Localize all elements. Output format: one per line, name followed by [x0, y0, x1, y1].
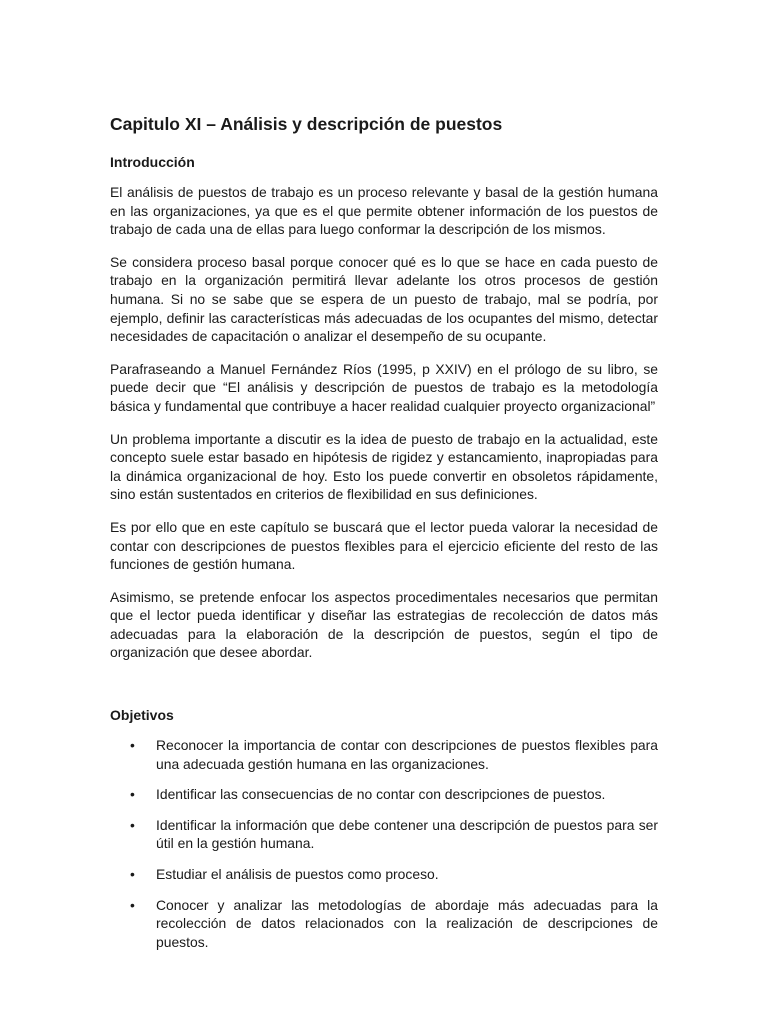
list-item-text: Estudiar el análisis de puestos como proceso.	[156, 866, 439, 883]
list-item	[110, 865, 658, 884]
bullet-icon: •	[130, 816, 135, 833]
bullet-icon: •	[130, 866, 135, 883]
paragraph: El análisis de puestos de trabajo es un proceso relevante y basal de la gestión humana en las organizaciones, ya que es el que permite obtener información de los puestos de trabajo de cada una de ellas para luego conformar la descripción de los mismos.	[110, 184, 658, 238]
paragraph: Asimismo, se pretende enfocar los aspectos procedimentales necesarios que permitan que el lector pueda identificar y diseñar las estrategias de recolección de datos más adecuadas para la elaboración de la descripción de puestos, según el tipo de organización que desee abordar.	[110, 588, 658, 661]
list-item-text: Conocer y analizar las metodologías de abordaje más adecuadas para la recolección de datos relacionados con la realización de descripciones de puestos.	[156, 896, 658, 950]
list-item	[110, 896, 658, 952]
list-item	[110, 785, 658, 804]
list-item	[110, 736, 658, 773]
paragraph: Un problema importante a discutir es la idea de puesto de trabajo en la actualidad, este concepto suele estar basado en hipótesis de rigidez y estancamiento, inapropiadas para la dinámica organizacional de hoy. Esto los puede convertir en obsoletos rápidamente, sino están sustentados en criterios de flexibilidad en sus definiciones.	[110, 430, 658, 503]
intro-heading: Introducción	[110, 154, 195, 170]
list-item	[110, 816, 658, 853]
paragraph: Se considera proceso basal porque conocer qué es lo que se hace en cada puesto de trabajo en la organización permitirá llevar adelante los otros procesos de gestión humana. Si no se sabe que se espera de un puesto de trabajo, mal se podría, por ejemplo, definir las características más adecuadas de los ocupantes del mismo, detectar necesidades de capacitación o analizar el desempeño de su ocupante.	[110, 253, 658, 345]
paragraph: Parafraseando a Manuel Fernández Ríos (1995, p XXIV) en el prólogo de su libro, se puede decir que “El análisis y descripción de puestos de trabajo es la metodología básica y fundamental que contribuye a hacer realidad cualquier proyecto organizacional”	[110, 360, 658, 414]
bullet-icon: •	[130, 737, 135, 754]
objectives-list	[110, 736, 658, 951]
objectives-heading: Objetivos	[110, 707, 174, 724]
chapter-title: Capitulo XI – Análisis y descripción de puestos	[110, 114, 503, 134]
list-item-text: Reconocer la importancia de contar con descripciones de puestos flexibles para una adecuada gestión humana en las organizaciones.	[156, 737, 658, 772]
section-spacer	[110, 676, 658, 706]
bullet-icon: •	[130, 786, 135, 803]
paragraph: Es por ello que en este capítulo se buscará que el lector pueda valorar la necesidad de contar con descripciones de puestos flexibles para el ejercicio eficiente del resto de las funciones de gestión humana.	[110, 518, 658, 573]
bullet-icon: •	[130, 896, 135, 913]
list-item-text: Identificar la información que debe contener una descripción de puestos para ser útil en la gestión humana.	[156, 816, 658, 852]
list-item-text: Identificar las consecuencias de no contar con descripciones de puestos.	[156, 786, 606, 803]
